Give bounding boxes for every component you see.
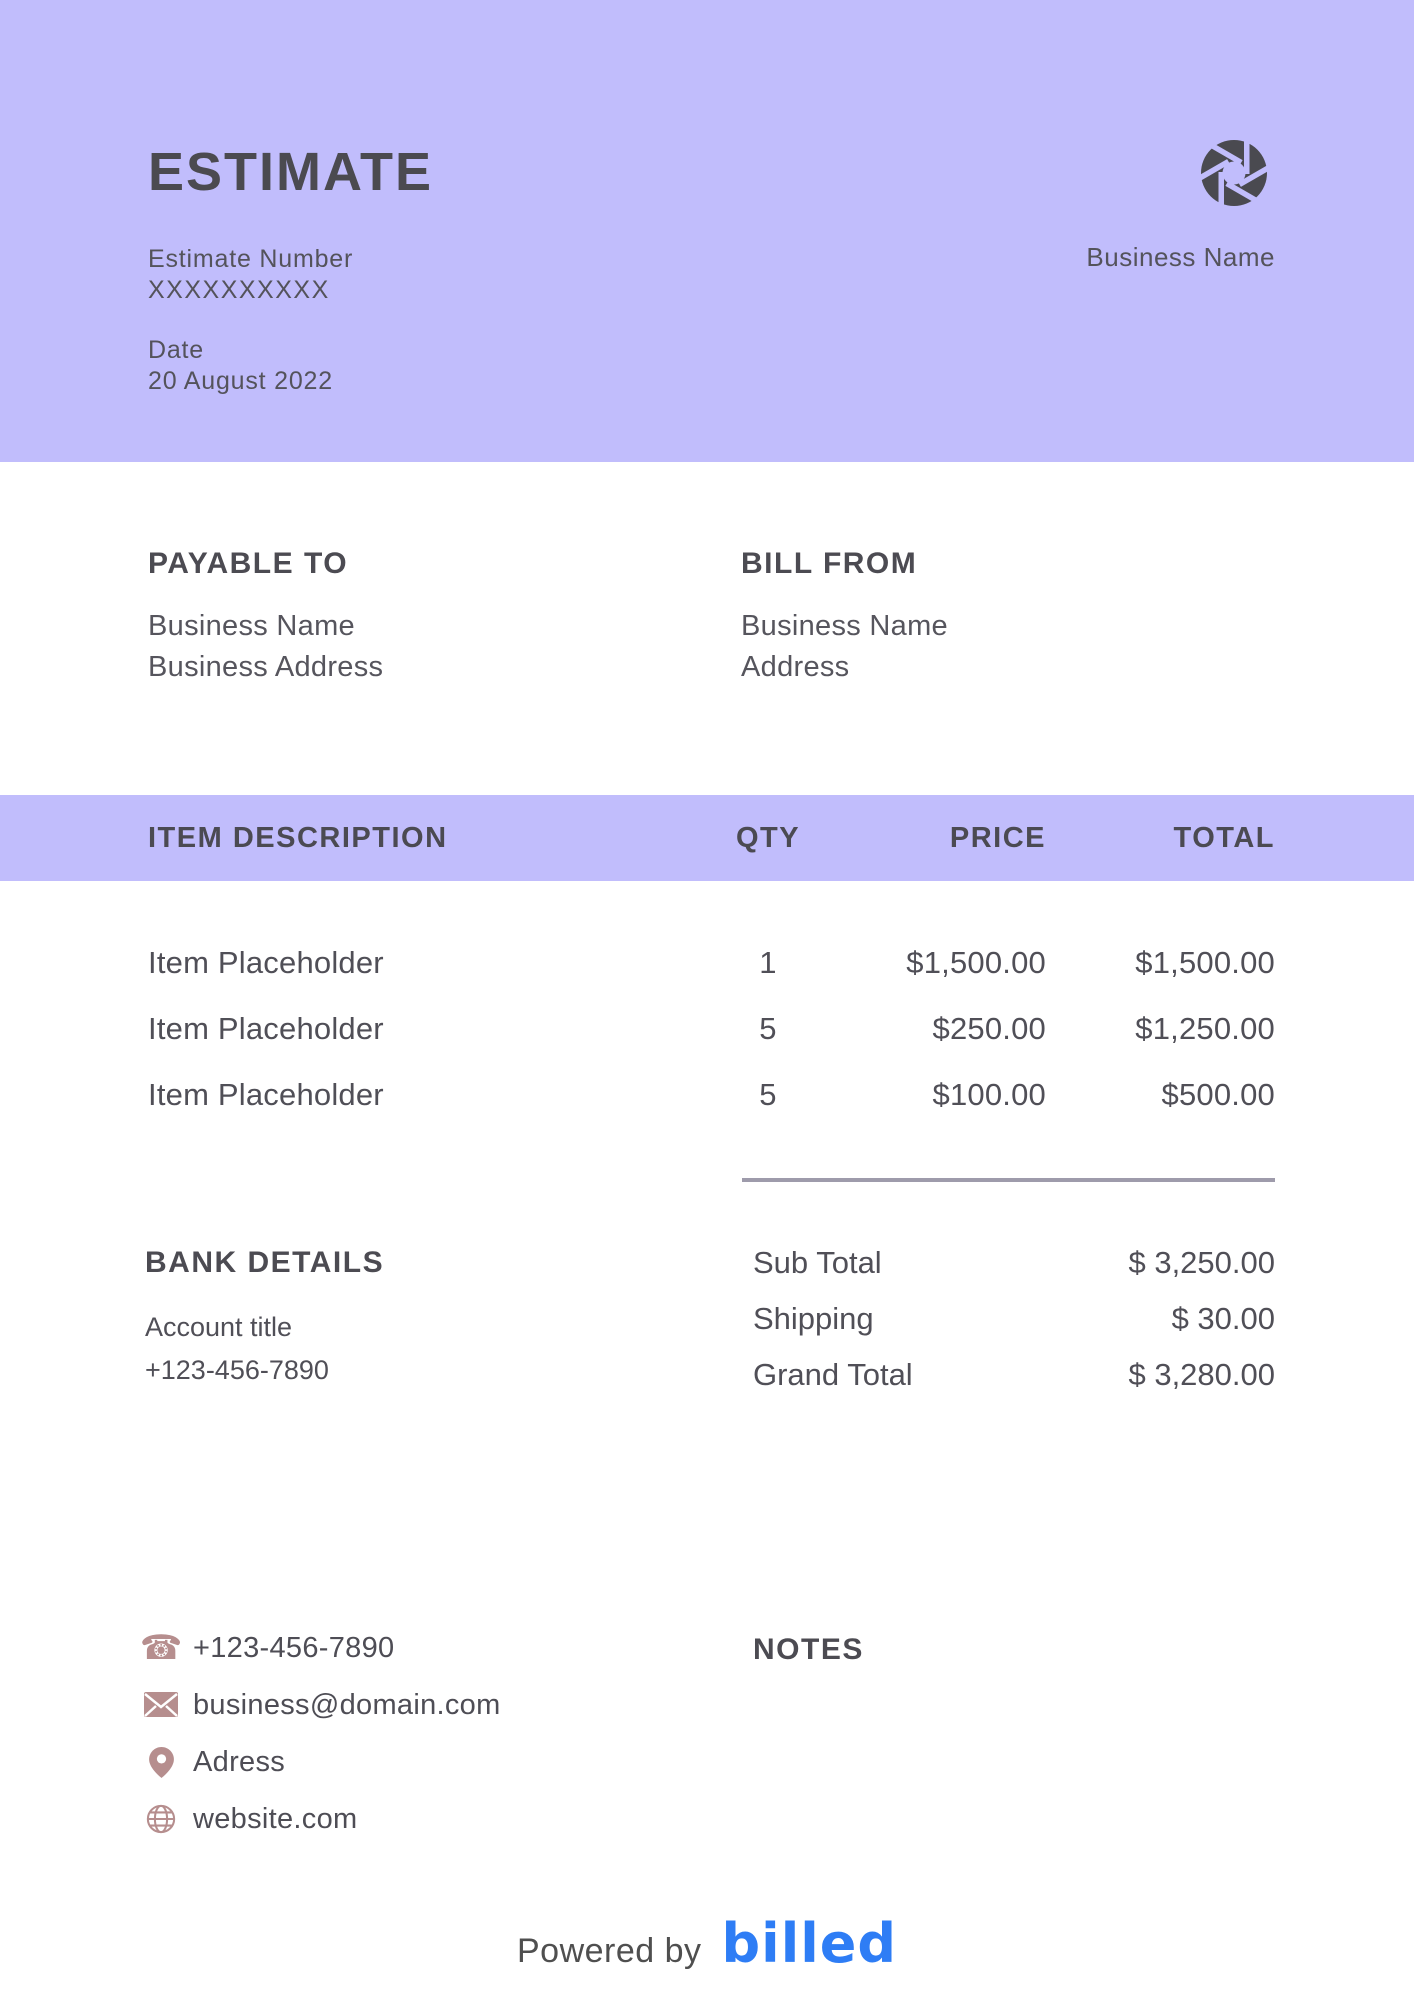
footer [0,1912,1414,1975]
payable-to-block [148,548,383,682]
email-icon [143,1692,179,1718]
location-icon [143,1747,179,1778]
list-item [143,1687,501,1723]
shipping-row [753,1303,1275,1335]
bank-account-title: Account title [145,1312,293,1342]
column-header-price: PRICE [949,821,1046,854]
item-qty: 5 [759,1077,777,1112]
items-table-header [0,795,1414,881]
item-total: $1,500.00 [1135,945,1275,980]
estimate-number-label: Estimate Number [148,245,354,273]
contact-address: Adress [193,1745,286,1778]
item-description: Item Placeholder [148,1011,384,1046]
item-total: $1,250.00 [1135,1011,1275,1046]
bill-from-name: Business Name [741,610,948,642]
contact-website: website.com [193,1802,358,1835]
table-row [0,1062,1414,1128]
subtotal-label: Sub Total [753,1245,882,1280]
bank-details-block [145,1247,384,1398]
powered-by-label: Powered by [516,1932,702,1970]
date-value: 20 August 2022 [148,367,333,395]
header-business-name: Business Name [1086,242,1275,272]
estimate-number-block [148,244,353,306]
phone-icon: ☎ [139,1628,183,1668]
item-price: $100.00 [932,1077,1046,1112]
column-header-item-description: ITEM DESCRIPTION [148,821,448,854]
item-price: $1,500.00 [906,945,1046,980]
item-total: $500.00 [1161,1077,1275,1112]
bank-account-number: +123-456-7890 [145,1355,329,1385]
bill-from-heading: BILL FROM [741,547,918,580]
contact-email: business@domain.com [193,1688,501,1721]
list-item [143,1744,501,1780]
item-qty: 5 [759,1011,777,1046]
totals-divider [742,1178,1275,1182]
date-label: Date [148,336,205,364]
totals-block [753,1247,1275,1415]
grand-total-row [753,1359,1275,1391]
globe-icon [143,1804,179,1834]
item-description: Item Placeholder [148,1077,384,1112]
shipping-value: $ 30.00 [1171,1301,1275,1336]
table-row [0,996,1414,1062]
payable-to-address: Business Address [148,651,384,683]
list-item [143,1801,501,1837]
notes-heading: NOTES [753,1633,864,1666]
bill-from-address: Address [741,651,850,683]
date-block [148,335,333,397]
contact-phone: +123-456-7890 [193,1631,395,1664]
subtotal-row [753,1247,1275,1279]
item-description: Item Placeholder [148,945,384,980]
grand-total-value: $ 3,280.00 [1128,1357,1275,1392]
bank-details-heading: BANK DETAILS [145,1246,385,1279]
item-price: $250.00 [932,1011,1046,1046]
header-band [0,0,1414,462]
column-header-total: TOTAL [1173,821,1275,854]
contact-block [139,1628,501,1858]
item-qty: 1 [759,945,777,980]
page-title: ESTIMATE [148,142,433,202]
estimate-number-value: XXXXXXXXXX [148,276,330,304]
subtotal-value: $ 3,250.00 [1128,1245,1275,1280]
payable-to-name: Business Name [148,610,355,642]
shipping-label: Shipping [753,1301,874,1336]
bill-from-block [741,548,948,682]
table-row [0,930,1414,996]
items-table-body [0,930,1414,1128]
grand-total-label: Grand Total [753,1357,913,1392]
payable-to-heading: PAYABLE TO [148,547,349,580]
column-header-qty: QTY [735,821,801,854]
aperture-logo-icon [1200,139,1268,207]
list-item [139,1628,501,1668]
billed-logo: billed [721,1912,897,1975]
